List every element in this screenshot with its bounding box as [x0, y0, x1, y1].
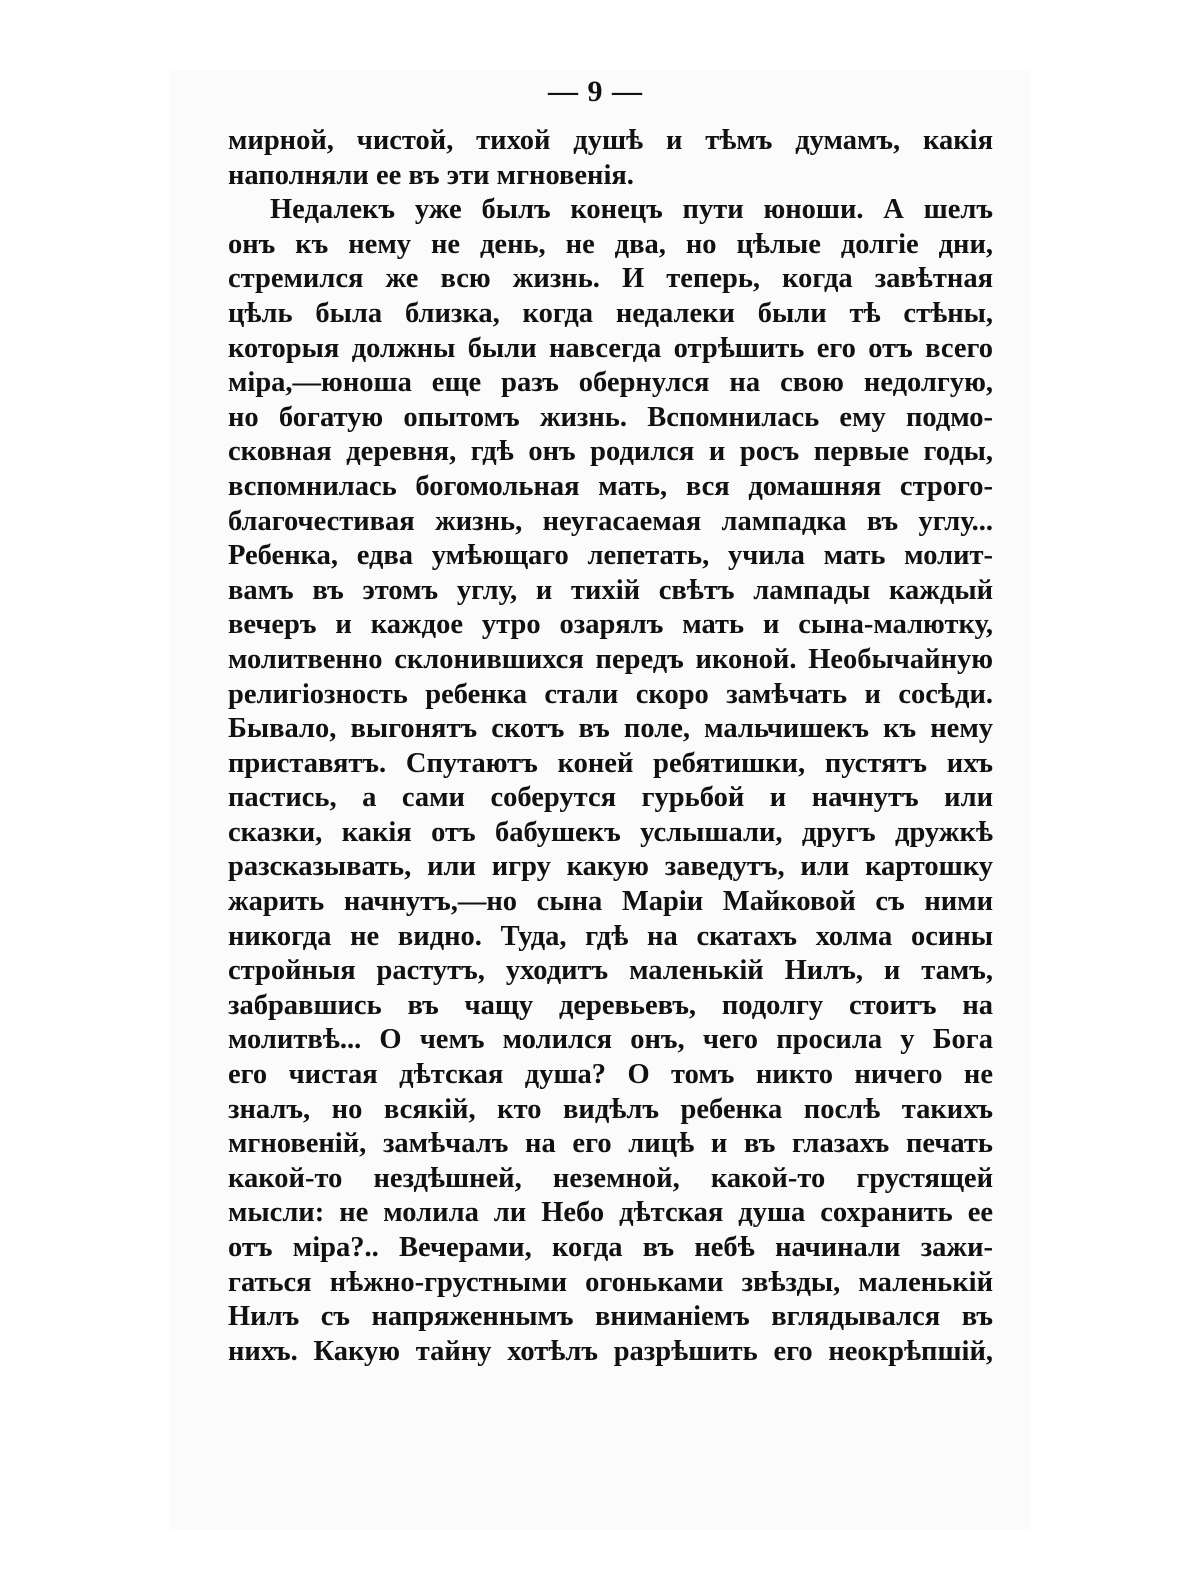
body-text [228, 124, 993, 1369]
text-line: Бывало, выгонятъ скотъ въ поле, мальчишекъ къ нему [228, 713, 993, 745]
text-line: какой-то нездѣшней, неземной, какой-то грустящей [228, 1162, 993, 1194]
text-line: нихъ. Какую тайну хотѣлъ разрѣшить его неокрѣпшій, [228, 1335, 993, 1367]
text-line: Нилъ съ напряженнымъ вниманіемъ вглядывался въ [228, 1301, 993, 1333]
text-line: молитвенно склонившихся передъ иконой. Необычайную [228, 643, 993, 675]
text-line: жарить начнутъ,—но сына Маріи Майковой съ ними [228, 886, 993, 918]
text-line: приставятъ. Спутаютъ коней ребятишки, пустятъ ихъ [228, 747, 993, 779]
text-line: которыя должны были навсегда отрѣшить его отъ всего [228, 332, 993, 364]
text-line: цѣль была близка, когда недалеки были тѣ стѣны, [228, 297, 993, 329]
text-line: гаться нѣжно-грустными огоньками звѣзды, маленькій [228, 1266, 993, 1298]
text-line: религіозность ребенка стали скоро замѣчать и сосѣди. [228, 678, 993, 710]
text-line: разсказывать, или игру какую заведутъ, или картошку [228, 851, 993, 883]
text-line: вамъ въ этомъ углу, и тихій свѣтъ лампады каждый [228, 574, 993, 606]
text-line: Ребенка, едва умѣющаго лепетать, учила мать молит- [228, 540, 993, 572]
text-line: пастись, а сами соберутся гурьбой и начнутъ или [228, 782, 993, 814]
text-line: мгновеній, замѣчалъ на его лицѣ и въ глазахъ печать [228, 1128, 993, 1160]
text-line: мысли: не молила ли Небо дѣтская душа сохранить ее [228, 1197, 993, 1229]
text-line: сковная деревня, гдѣ онъ родился и росъ первые годы, [228, 436, 993, 468]
text-line: стремился же всю жизнь. И теперь, когда завѣтная [228, 263, 993, 295]
text-line: никогда не видно. Туда, гдѣ на скатахъ холма осины [228, 920, 993, 952]
text-line: вечеръ и каждое утро озарялъ мать и сына-малютку, [228, 609, 993, 641]
text-line: его чистая дѣтская душа? О томъ никто ничего не [228, 1059, 993, 1091]
text-line: но богатую опытомъ жизнь. Вспомнилась ему подмо- [228, 401, 993, 433]
text-line: забравшись въ чащу деревьевъ, подолгу стоитъ на [228, 989, 993, 1021]
text-line: мирной, чистой, тихой душѣ и тѣмъ думамъ, какія [228, 125, 993, 156]
text-line: стройныя растутъ, уходитъ маленькій Нилъ, и тамъ, [228, 955, 993, 987]
text-line: сказки, какія отъ бабушекъ услышали, другъ дружкѣ [228, 816, 993, 848]
text-line: Недалекъ уже былъ конецъ пути юноши. А шелъ [270, 194, 993, 226]
text-line: зналъ, но всякій, кто видѣлъ ребенка послѣ такихъ [228, 1093, 993, 1125]
text-line: вспомнилась богомольная мать, вся домашняя строго- [228, 470, 993, 502]
text-line: благочестивая жизнь, неугасаемая лампадка въ углу... [228, 505, 993, 537]
text-line: міра,—юноша еще разъ обернулся на свою недолгую, [228, 367, 993, 399]
text-line: наполняли ее въ эти мгновенія. [228, 159, 634, 191]
text-line: онъ къ нему не день, не два, но цѣлые долгіе дни, [228, 228, 993, 260]
text-line: молитвѣ... О чемъ молился онъ, чего просила у Бога [228, 1024, 993, 1056]
text-line: отъ міра?.. Вечерами, когда въ небѣ начинали зажи- [228, 1232, 993, 1263]
page-number-header: — 9 — [548, 75, 643, 108]
